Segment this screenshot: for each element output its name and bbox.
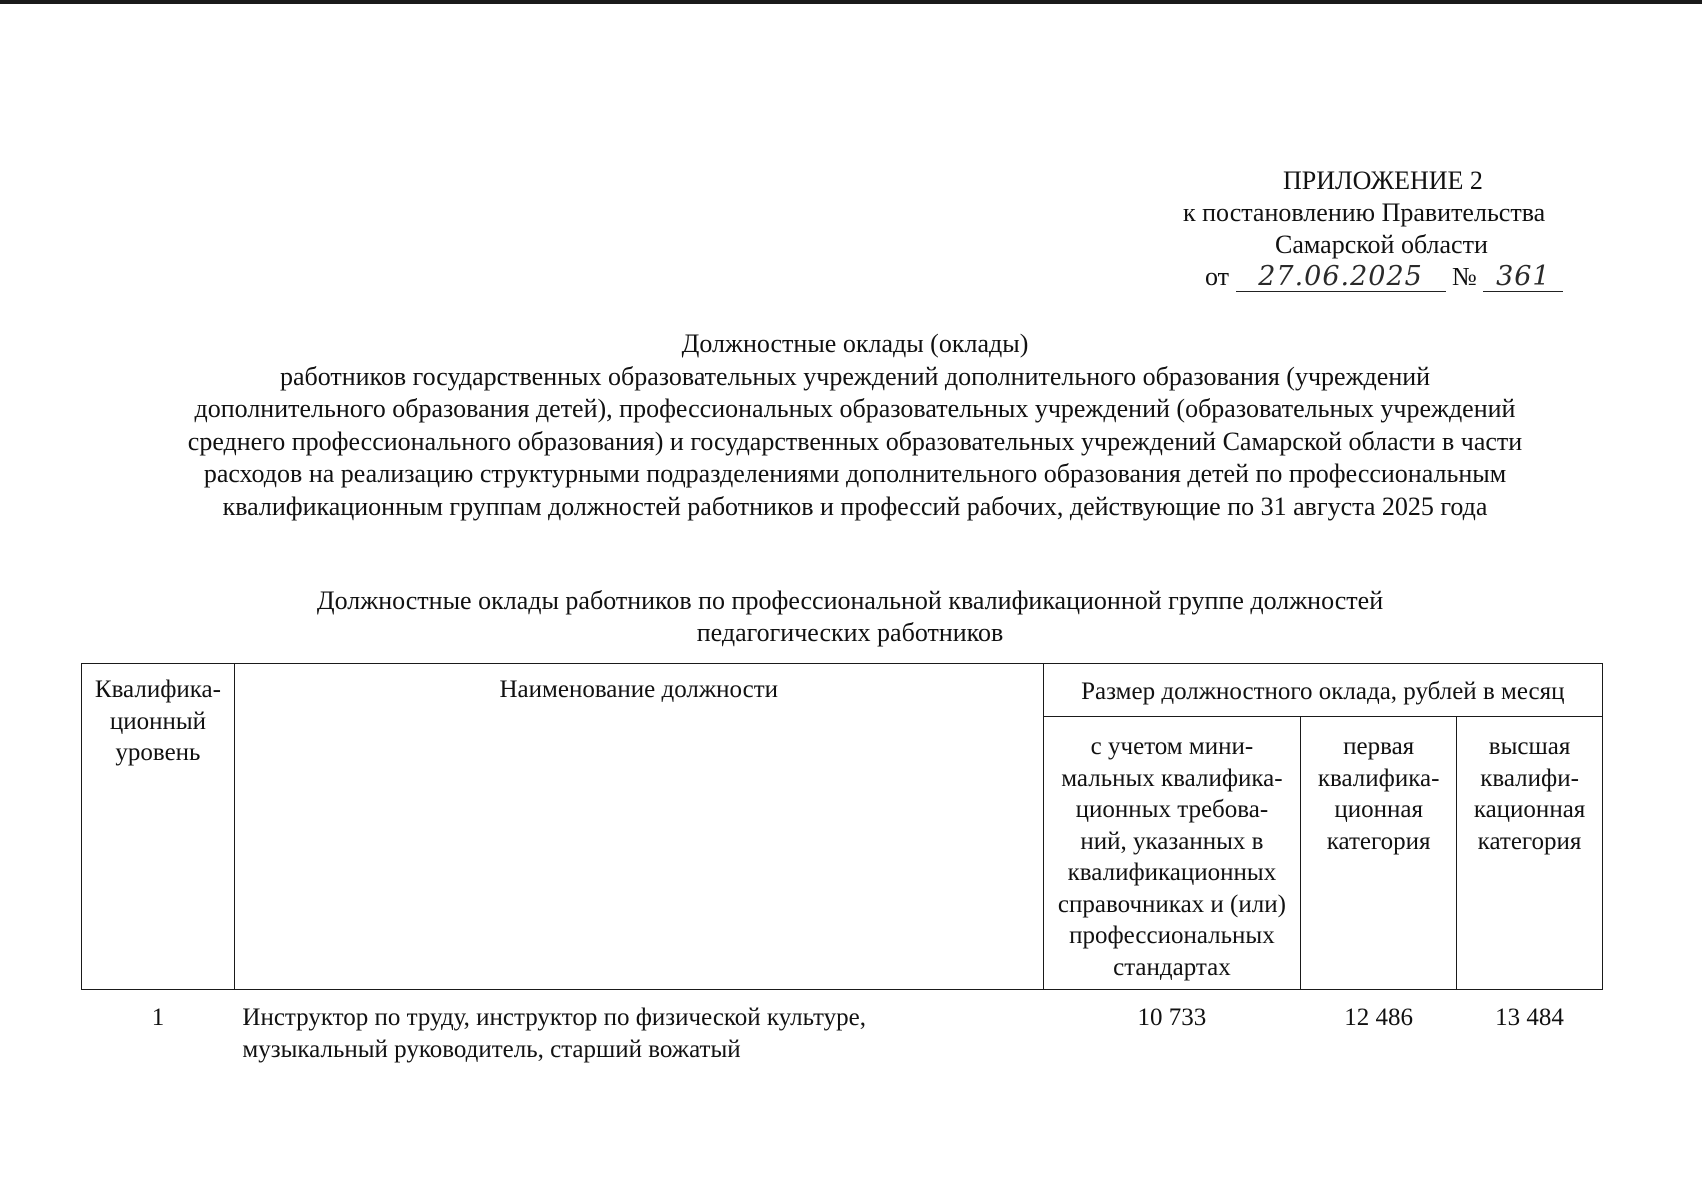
number-label: №: [1452, 262, 1477, 291]
cell-position-name: Инструктор по труду, инструктор по физической культуре, музыкальный руководитель, старший вожатый: [242, 1004, 866, 1063]
handwritten-number: 361: [1496, 261, 1551, 292]
header-min-requirements: с учетом мини- мальных квалифика- ционных требова- ний, указанных в квалификационных справочниках и (или) профессиональных стандартах: [1043, 717, 1301, 990]
cell-salary-min: 10 733: [1137, 1004, 1207, 1031]
title-line: дополнительного образования детей), профессиональных образовательных учреждений (образовательных учреждений: [194, 394, 1516, 423]
title-line: квалификационным группам должностей работников и профессий рабочих, действующие по 31 августа 2025 года: [222, 491, 1488, 521]
title-line: среднего профессионального образования) и государственных образовательных учреждений Самарской области в части: [187, 426, 1523, 456]
header-level: Квалифика- ционный уровень: [82, 664, 235, 990]
table-row: [82, 990, 1603, 1072]
header-first-category: первая квалифика- ционная категория: [1301, 717, 1457, 990]
document-title: [110, 328, 1600, 523]
section-heading-line: педагогических работников: [696, 618, 1004, 647]
title-line: работников государственных образовательных учреждений дополнительного образования (учреждений: [279, 361, 1431, 391]
from-label: от: [1205, 262, 1230, 291]
scan-top-border: [0, 0, 1702, 4]
cell-salary-first: 12 486: [1344, 1004, 1414, 1031]
salary-table: [81, 663, 1603, 1071]
appendix-heading: ПРИЛОЖЕНИЕ 2: [1283, 166, 1483, 195]
handwritten-date: 27.06.2025: [1258, 261, 1423, 292]
header-salary-size: Размер должностного оклада, рублей в месяц: [1043, 664, 1602, 717]
appendix-block: [1150, 165, 1600, 297]
title-line: Должностные оклады (оклады): [681, 329, 1029, 358]
header-position-name: Наименование должности: [234, 664, 1043, 990]
title-line: расходов на реализацию структурными подразделениями дополнительного образования детей по профессиональным: [203, 459, 1507, 488]
appendix-date-line: [1150, 261, 1600, 297]
header-highest-category: высшая квалифи- кационная категория: [1457, 717, 1603, 990]
cell-salary-high: 13 484: [1495, 1004, 1564, 1031]
number-field: [1483, 263, 1563, 292]
cell-level: 1: [151, 1004, 165, 1031]
appendix-resolution-line: к постановлению Правительства: [1183, 198, 1546, 227]
section-heading-line: Должностные оклады работников по профессиональной квалификационной группе должностей: [316, 586, 1384, 615]
date-field: [1236, 263, 1446, 292]
appendix-region-line: Самарской области: [1275, 230, 1488, 259]
section-heading: [230, 585, 1470, 649]
